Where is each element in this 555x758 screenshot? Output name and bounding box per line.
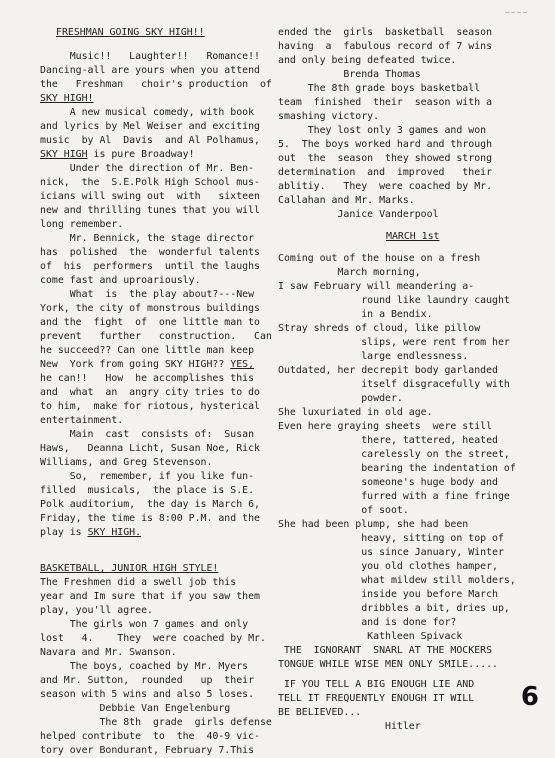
yes-emphasis: YES,: [230, 359, 255, 370]
poem-line: you old clothes hamper,: [278, 561, 498, 572]
article-line: and the fight of one little man to: [40, 317, 260, 328]
poem-line: Even here graying sheets were still: [278, 421, 493, 432]
sky-high-article: [40, 50, 272, 540]
poem-line: large endlessness.: [278, 351, 469, 362]
poem-line: there, tattered, heated: [278, 435, 498, 446]
poem-line: bearing the indentation of: [278, 463, 516, 474]
byline: Debbie Van Engelenburg: [40, 703, 231, 714]
article-line: team finished their season with a: [278, 97, 493, 108]
boys-basketball-article: [278, 82, 516, 222]
poem-line: us since January, Winter: [278, 547, 504, 558]
article-line: music by Al Davis and Al Polhamus,: [40, 135, 260, 146]
poem-line: Stray shreds of cloud, like pillow: [278, 323, 481, 334]
article-line: year and Im sure that if you saw them: [40, 591, 260, 602]
article-line: Navara and Mr. Swanson.: [40, 647, 177, 658]
poem-line: carelessly on the street,: [278, 449, 510, 460]
right-column: [278, 26, 516, 734]
byline: Janice Vanderpool: [278, 209, 439, 220]
quote-line: THE IGNORANT SNARL AT THE MOCKERS: [278, 645, 493, 656]
article-line: and Mr. Sutton, rounded up their: [40, 675, 255, 686]
article-line: Williams, and Greg Stevenson.: [40, 457, 213, 468]
poem-line: She luxuriated in old age.: [278, 407, 433, 418]
article-line: The boys, coached by Mr. Myers: [40, 661, 249, 672]
article-line: tory over Bondurant, February 7.This: [40, 745, 255, 756]
poem-line: dribbles a bit, dries up,: [278, 603, 510, 614]
article-line: The 8th grade girls defense: [40, 717, 272, 728]
article-line: Callahan and Mr. Marks.: [278, 195, 415, 206]
article-line: and only being defeated twice.: [278, 55, 457, 66]
article-line: 5. The boys worked hard and through: [278, 139, 493, 150]
quote-ignorant: [278, 644, 516, 672]
article-line: ended the girls basketball season: [278, 27, 493, 38]
article-line: A new musical comedy, with book: [40, 107, 255, 118]
poem-line: slips, were rent from her: [278, 337, 510, 348]
poem-line: inside you before March: [278, 589, 498, 600]
article-line: nick, the S.E.Polk High School mus-: [40, 177, 260, 188]
quote-line: IF YOU TELL A BIG ENOUGH LIE AND: [278, 679, 475, 690]
poem-title: MARCH 1st: [386, 231, 440, 242]
quote-line: TONGUE WHILE WISE MEN ONLY SMILE.....: [278, 659, 498, 670]
article-line: Friday, the time is 8:00 P.M. and the: [40, 513, 260, 524]
article-line: Under the direction of Mr. Ben-: [40, 163, 255, 174]
article-line: Polk auditorium, the day is March 6,: [40, 499, 260, 510]
article-line: Music!! Laughter!! Romance!!: [40, 51, 260, 62]
article-line: to him, make for riotous, hysterical: [40, 401, 260, 412]
article-line: helped contribute to the 40-9 vic-: [40, 731, 260, 742]
article-text: is pure Broadway!: [87, 149, 195, 160]
article-line: long remember.: [40, 219, 124, 230]
article-line: York, the city of monstrous buildings: [40, 303, 260, 314]
article-line: ablitiy. They were coached by Mr.: [278, 181, 493, 192]
article-line: icians will swing out with sixteen: [40, 191, 260, 202]
poem-line: in a Bendix.: [278, 309, 433, 320]
article-line: The 8th grade boys basketball: [278, 83, 481, 94]
sky-high-title-inline: SKY HIGH!: [40, 93, 94, 104]
poem-line: round like laundry caught: [278, 295, 510, 306]
article-line: new and thrilling tunes that you will: [40, 205, 260, 216]
article-text: New York from going SKY HIGH??: [40, 359, 231, 370]
left-column: [40, 26, 272, 758]
poem-line: I saw February will meandering a-: [278, 281, 475, 292]
poem-line: heavy, sitting on top of: [278, 533, 504, 544]
sky-high-heading: FRESHMAN GOING SKY HIGH!!: [56, 27, 205, 38]
article-line: and what an angry city tries to do: [40, 387, 260, 398]
article-line: Main cast consists of: Susan: [40, 429, 255, 440]
article-line: The girls won 7 games and only: [40, 619, 249, 630]
article-line: entertainment.: [40, 415, 124, 426]
corner-mark: ~~~~: [505, 8, 529, 17]
poem-line: Outdated, her decrepit body garlanded: [278, 365, 498, 376]
article-text: play is: [40, 527, 88, 538]
girls-basketball-continued: [278, 26, 516, 82]
poem-line: what mildew still molders,: [278, 575, 516, 586]
article-line: has polished the wonderful talents: [40, 247, 260, 258]
article-line: come fast and uproariously.: [40, 275, 201, 286]
sky-high-title-inline: SKY HIGH: [40, 149, 88, 160]
poem-line: powder.: [278, 393, 403, 404]
sky-high-title-inline: SKY HIGH.: [87, 527, 142, 538]
article-line: determination and improved their: [278, 167, 493, 178]
quote-line: BE BELIEVED...: [278, 707, 362, 718]
quote-big-lie: [278, 678, 516, 734]
poem-line: and is done for?: [278, 617, 457, 628]
quote-attribution: Hitler: [278, 721, 421, 732]
article-line: lost 4. They were coached by Mr.: [40, 633, 266, 644]
article-line: Dancing-all are yours when you attend: [40, 65, 260, 76]
article-line: smashing victory.: [278, 111, 380, 122]
article-line: having a fabulous record of 7 wins: [278, 41, 493, 52]
article-line: The Freshmen did a swell job this: [40, 577, 237, 588]
basketball-heading: BASKETBALL, JUNIOR HIGH STYLE!: [40, 563, 219, 574]
article-line: and lyrics by Mel Weiser and exciting: [40, 121, 260, 132]
article-line: the Freshman choir's production of: [40, 79, 272, 90]
poem-line: someone's huge body and: [278, 477, 498, 488]
page-number: 6: [520, 682, 539, 712]
article-line: of his performers until the laughs: [40, 261, 260, 272]
quote-line: TELL IT FREQUENTLY ENOUGH IT WILL: [278, 693, 475, 704]
article-line: What is the play about?---New: [40, 289, 255, 300]
article-line: he succeed?? Can one little man keep: [40, 345, 255, 356]
article-line: filled musicals, the place is S.E.: [40, 485, 255, 496]
poem-line: furred with a fine fringe: [278, 491, 510, 502]
poem-line: Coming out of the house on a fresh: [278, 253, 481, 264]
article-line: Haws, Deanna Licht, Susan Noe, Rick: [40, 443, 260, 454]
article-line: They lost only 3 games and won: [278, 125, 487, 136]
poem-line: She had been plump, she had been: [278, 519, 469, 530]
article-line: he can!! How he accomplishes this: [40, 373, 255, 384]
article-line: Mr. Bennick, the stage director: [40, 233, 255, 244]
article-line: So, remember, if you like fun-: [40, 471, 255, 482]
article-line: season with 5 wins and also 5 loses.: [40, 689, 255, 700]
poem: [278, 252, 516, 644]
article-line: out the season they showed strong: [278, 153, 493, 164]
article-line: prevent further construction. Can: [40, 331, 272, 342]
byline: Brenda Thomas: [278, 69, 421, 80]
poem-line: itself disgracefully with: [278, 379, 510, 390]
article-line: play, you'll agree.: [40, 605, 153, 616]
basketball-article: [40, 576, 272, 758]
poem-byline: Kathleen Spivack: [278, 631, 463, 642]
poem-line: of soot.: [278, 505, 409, 516]
poem-line: March morning,: [278, 267, 421, 278]
